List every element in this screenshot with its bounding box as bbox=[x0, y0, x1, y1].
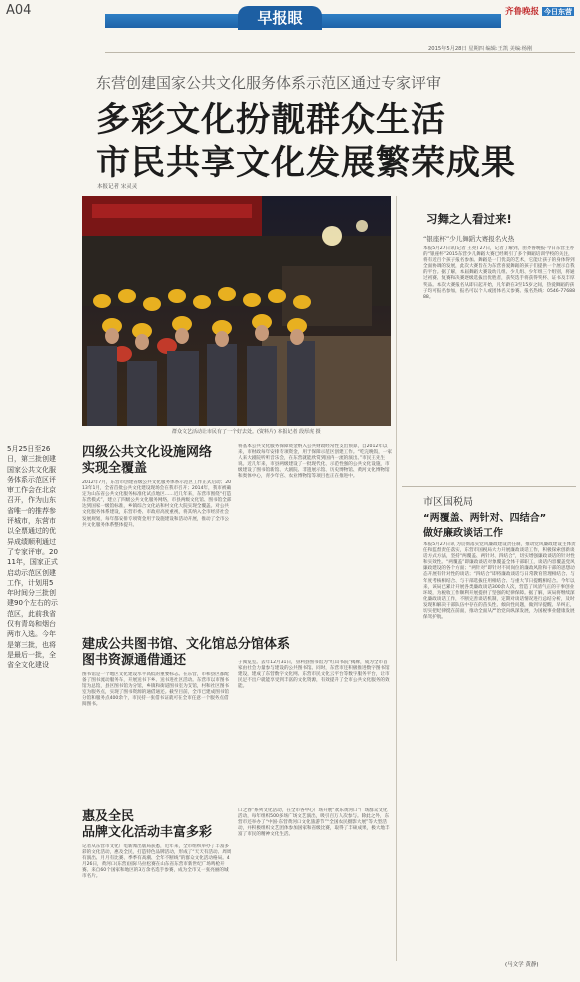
subhead-3b: 品牌文化活动丰富多彩 bbox=[82, 825, 213, 840]
news-photo bbox=[82, 196, 391, 426]
article-kicker: 东营创建国家公共文化服务体系示范区通过专家评审 bbox=[96, 74, 442, 92]
subhead-3a: 惠及全民 bbox=[82, 809, 135, 824]
right-title-3a: “两覆盖、两针对、四结合” bbox=[423, 513, 547, 524]
body-text-1: 2012年7月，东营市创建省级公共文化服务体系示范区工作正式启动；2013年1月，全省首批公共文化建设现场会在我市召开；2014年，我市被确定为山东省公共文化服务标准化试点地区……近几年来，东营市围绕“打造东营模式”，建立了四级公共文化服务网络，市县两级文化馆、图书馆全部达到国家一级馆标准，乡镇综合文化站和村文化大院实现全覆盖。对公共文化服务体系建设，东营市委、市政府高度重视，将其纳入全市经济社会发展规划，每年都安排专项资金用于设施建设和活动开展，推动了全市公共文化服务体系整体提升。 bbox=[82, 480, 232, 528]
right-rule bbox=[402, 486, 576, 487]
byline: 本报记者 宋灵灵 bbox=[97, 184, 138, 190]
headline-line-1: 多彩文化扮靓群众生活 bbox=[96, 100, 446, 140]
body-text-2: 图书馆是一个地区文化建设水平高低的重要标志。在东营，市和县区都配备了图书流动服务车，开展送书下乡、送书进社区活动。东营市以市图书馆为总馆，县区图书馆为分馆，乡镇和街道图书室为支馆，村和社区图书室为服务点，实现了图书资源的通借通还。截至目前，全市已建成图书馆分馆和服务点400余个，市民持一张借书证就可在全市任意一个服务点借阅图书。 bbox=[82, 672, 230, 708]
column-divider bbox=[396, 196, 397, 961]
subhead-1b: 实现全覆盖 bbox=[82, 461, 148, 476]
right-title-3b: 做好廉政谈话工作 bbox=[423, 528, 503, 539]
right-credit: (马文学 黄静) bbox=[505, 962, 539, 968]
right-body-2: 本报5月27日讯 为贯彻落实党风廉政建设责任制，推动党风廉政建设主体责任和监督责任落实，东营市国税局大力开展廉政谈话工作，积极探索创新谈话方式方法，坚持“两覆盖、两针对、四结合”，切实增强廉政谈话的针对性和实效性。“两覆盖”即廉政谈话对象覆盖全体干部职工，谈话内容覆盖党风廉政建设的各个方面；“两针对”即针对不同岗位的廉政风险和干部的思想动态开展有针对性的谈话；“四结合”即将廉政谈话与日常教育管理相结合、与年度考核相结合、与干部选拔任用相结合、与重大节日提醒相结合。今年以来，该局已累计开展各类廉政谈话300余人次，营造了风清气正的干事创业环境，为税收工作顺利开展提供了坚强的纪律保障。据了解，该局将继续深化廉政谈话工作，不断完善谈话机制，定期对谈话情况进行总结分析，及时发现和解决干部队伍中存在的苗头性、倾向性问题，做到早提醒、早纠正，切实把纪律挺在前面，推动全面从严治党向纵深发展，为国税事业健康发展保驾护航。 bbox=[423, 542, 576, 621]
right-title-2: 市区国税局 bbox=[423, 497, 473, 508]
body-text-3b: 口之春”系列文化活动，在全市各中心广场开展“欢乐黄河口”广场群众文化活动，每年组织500多场广场文艺演出，吸引百万人次参与。除此之外，东营市还举办了“中国·东营黄河口文化旅游节”“全国农民摄影大展”等大型活动，并积极组织文艺团体参加国家和省级比赛，取得了丰硕成果，极大地丰富了市民的精神文化生活。 bbox=[238, 808, 390, 838]
right-title-1: 习舞之人看过来! bbox=[426, 212, 512, 226]
page-info: 2015年5月28日 星期四 编辑:王凯 美编:杨刚 bbox=[428, 46, 533, 52]
subhead-2b: 图书资源通借通还 bbox=[82, 653, 187, 668]
masthead bbox=[505, 5, 577, 19]
body-text-1b: 将基本公共文化服务保障资金纳入公共财政经常性支出预算，自2012年以来，市财政每年安排专项资金，用于保障示范区创建工作。“吃完晚饭，一家人来大剧院听听音乐会，在东营就能欣赏到国内一流的演出。”市民王先生说。近几年来，市县两级建设了一批现代化、示范性强的公共文化设施，市级建设了图书馆新馆、大剧院、非遗展示馆、历史博物馆、黄河文化博物馆和奥体中心，青少年宫、农业博物馆等项目也正在推进中。 bbox=[238, 444, 392, 480]
right-body-1: 本报5月27日讯(记者 王亮) 27日，记者了解到，由齐鲁晚报·今日东营主办的“银座杯”2015东营少儿舞蹈大赛已经吸引了多个舞蹈培训学校的关注，将有近百个孩子报名参加。舞蹈是一门优美的艺术，它能让孩子的身体得到全面协调的发展，此次大赛旨在为东营喜爱舞蹈的孩子们提供一个展示自我的平台。据了解，本届舞蹈大赛设幼儿组、少儿组、少年组三个组别，将通过初赛、复赛和决赛逐级选拔出优胜者，获奖选手将获得奖杯、证书及丰厚奖品。本次大赛报名从即日起开始，凡年龄在3至15岁之间，热爱舞蹈的孩子均可报名参加，报名可以个人或团体名义参赛。报名热线：0546-7768888。 bbox=[423, 246, 575, 300]
article-lead: 5月25日至26日，第三批创建国家公共文化服务体系示范区评审工作会在北京召开，作为山东省唯一的推荐参评城市，东营市以全票通过的优异成绩顺利通过了专家评审。2011年，国家正式启动示范区创建工作，计划用5年时间分三批创建90个左右的示范区，此前我省仅有青岛和烟台两市入选。今年是第三批，也将是最后一批，全省全文化建设 bbox=[7, 445, 58, 670]
subhead-1a: 四级公共文化设施网络 bbox=[82, 445, 213, 460]
section-tab: 早报眼 bbox=[238, 6, 322, 30]
right-subtitle-1: “银座杯”少儿舞蹈大赛报名火热 bbox=[423, 235, 515, 243]
body-text-2b: 子阅览室。去年12月31日，垦利县图书馆为“红山书院”揭牌，成为全市首家由社会力量参与建设的公共图书馆。同时，东营市还积极推进数字图书馆建设，建成了东营数字文化网、东营市民文化云平台等数字服务平台，让市民足不出户就能享受到丰富的文化资源，有效提升了全市公共文化服务的效能。 bbox=[238, 660, 390, 690]
photo-illustration bbox=[82, 196, 391, 426]
page-number: A04 bbox=[6, 3, 32, 18]
headline-line-2: 市民共享文化发展繁荣成果 bbox=[96, 143, 516, 183]
masthead-edition: 今日东营 bbox=[543, 7, 572, 16]
body-text-3: 记者从东营市文化广电新闻出版局获悉，近年来，全市组织举办了丰富多彩的文化活动，惠及全民，打造特色品牌活动，形成了“天天有活动、周周有演出、月月有比赛、季季有高潮、全年不断线”的群众文化活动格局。4月26日，黄河口(东营)国际马拉松赛在山东省东营市新世纪广场鸣枪开赛。来自60个国家和地区的3万余名选手参赛，成为全市又一张亮丽的城市名片。 bbox=[82, 844, 232, 880]
photo-caption: 群众文艺活动让市民有了一个好去处。(资料片) 本报记者 段厚虎 摄 bbox=[172, 429, 321, 435]
masthead-name: 齐鲁晚报 bbox=[505, 7, 540, 17]
subhead-2a: 建成公共图书馆、文化馆总分馆体系 bbox=[82, 637, 291, 652]
header-rule bbox=[105, 52, 575, 53]
